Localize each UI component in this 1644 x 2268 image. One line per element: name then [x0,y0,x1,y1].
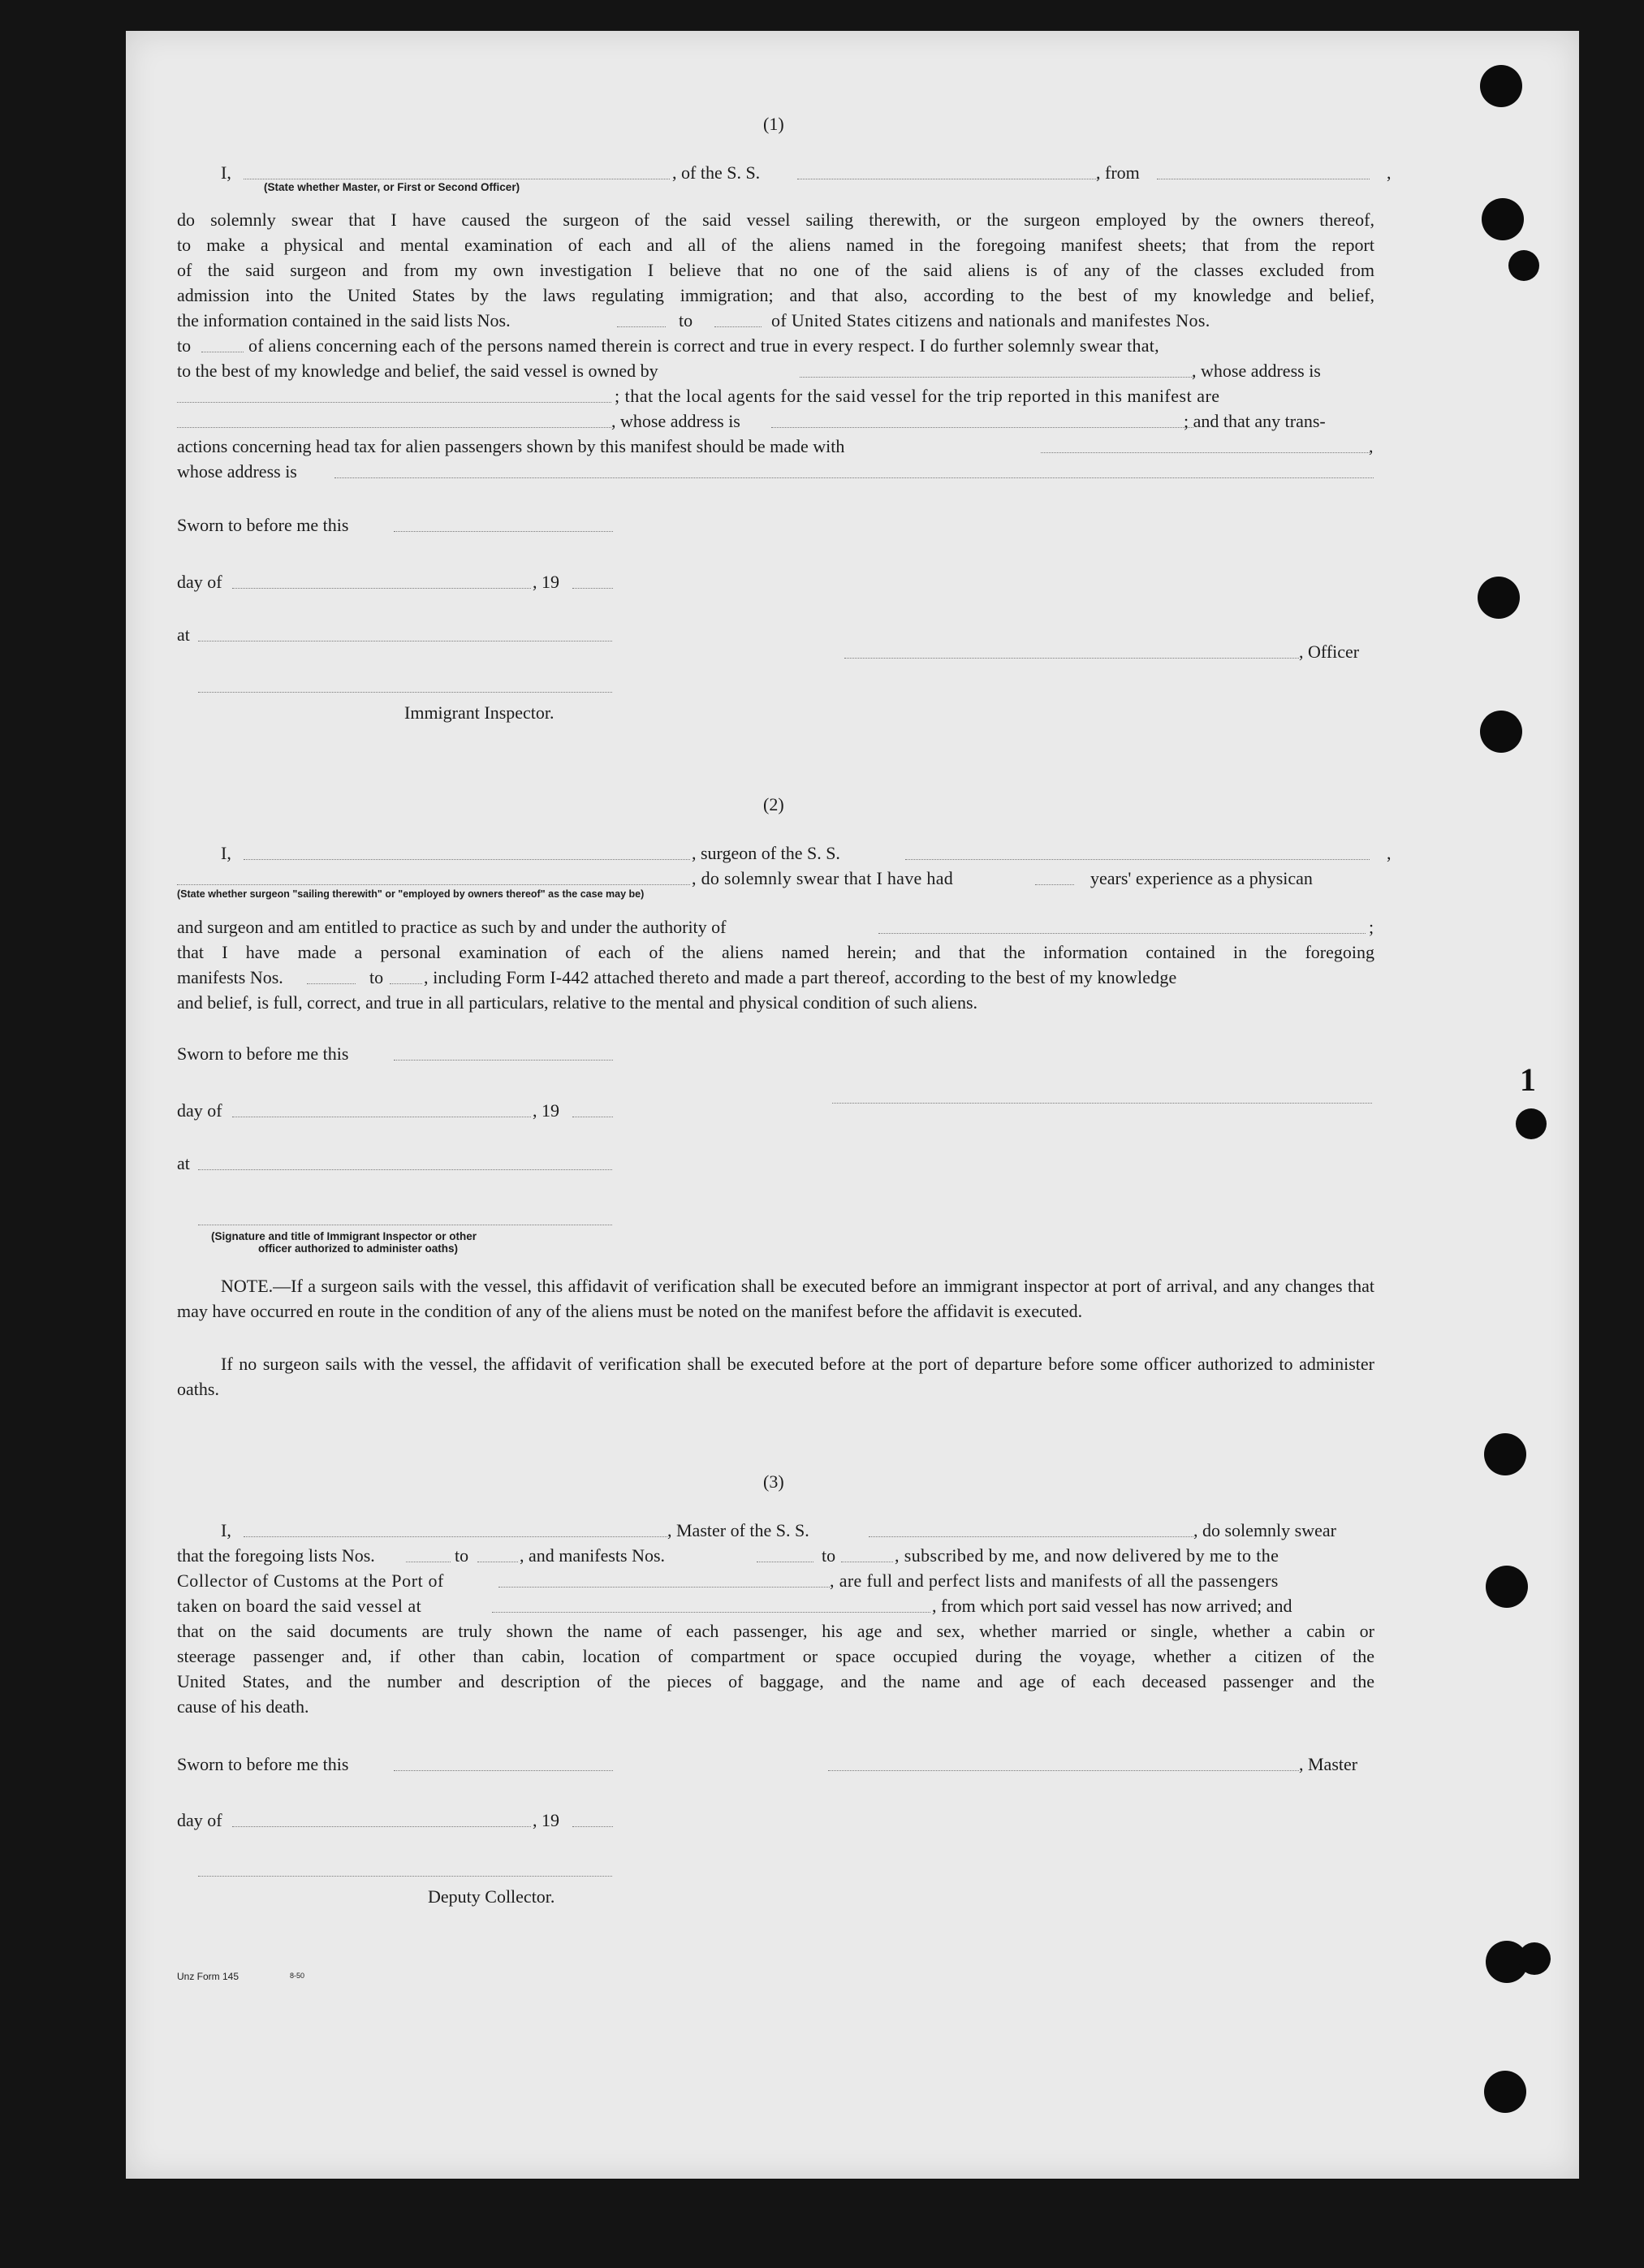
s3-deputy-sign-field[interactable] [198,1876,612,1877]
s2-note-2: If no surgeon sails with the vessel, the affidavit of verification shall be executed before at the port of departure before some officer authorized to administer oaths. [177,1354,1374,1399]
s1-agents-text: ; that the local agents for the said vessel for the trip reported in this manifest are [615,386,1220,406]
s1-day-field[interactable] [232,588,531,589]
s1-lists-label: the information contained in the said lists Nos. [177,310,511,330]
s3-lists-perfect: , are full and perfect lists and manifests of all the passengers [830,1570,1279,1591]
s1-year: , 19 [533,572,559,592]
s1-whose-address: whose address is [177,461,297,482]
s2-surgeon-name-field[interactable] [244,859,690,860]
s1-owner-field[interactable] [800,377,1193,378]
section-3-number: (3) [763,1471,784,1492]
s1-at-field[interactable] [198,641,612,642]
s2-at: at [177,1153,190,1173]
punch-hole [1486,1566,1528,1608]
s1-paragraph-line: to make a physical and mental examination of each and all of the aliens named in the foregoing manifest sheets; that from the report [177,235,1374,255]
s3-taken-field[interactable] [492,1612,930,1613]
s1-paragraph-line: of the said surgeon and from my own investigation I believe that no one of the said aliens is of any of the classes excluded from [177,260,1374,280]
s3-lists-to: to [455,1545,469,1566]
s2-surgeon-type-field[interactable] [177,884,690,885]
s2-years-experience: years' experience as a physican [1090,868,1313,888]
s1-inspector-sign-field[interactable] [198,692,612,693]
s2-surgeon-of: , surgeon of the S. S. [692,843,840,863]
s1-paragraph-line: admission into the United States by the laws regulating immigration; and that also, according to the best of my knowledge and belief, [177,285,1374,305]
s2-paragraph-last: and belief, is full, correct, and true in all particulars, relative to the mental and physical condition of such aliens. [177,992,978,1013]
punch-hole [1480,711,1522,753]
s1-inspector: Immigrant Inspector. [404,702,554,723]
s3-day-field[interactable] [232,1826,531,1827]
semicolon: ; [1369,917,1374,937]
s3-manifests-label: , and manifests Nos. [520,1545,666,1566]
s1-officer-note: (State whether Master, or First or Second Officer) [264,181,520,193]
s1-day-of: day of [177,572,222,592]
s2-sig-note-1: (Signature and title of Immigrant Inspector or other [211,1230,477,1242]
s3-arrived: , from which port said vessel has now arrived; and [932,1596,1292,1616]
s3-year: , 19 [533,1810,559,1830]
s1-lists-to-field[interactable] [714,326,762,327]
s2-authority: and surgeon and am entitled to practice as such by and under the authority of [177,917,727,937]
s2-sworn-field[interactable] [394,1060,613,1061]
s1-owner-address: , whose address is [1192,361,1321,381]
s3-paragraph-line: United States, and the number and description of the pieces of baggage, and the name and age of each deceased passenger and the [177,1671,1374,1691]
s2-surgeon-note: (State whether surgeon "sailing therewith" or "employed by owners thereof" as the case may be) [177,888,645,900]
s2-vessel-field[interactable] [905,859,1370,860]
s1-agents-field[interactable] [177,427,611,428]
punch-hole [1478,577,1520,619]
s2-year: , 19 [533,1100,559,1121]
s1-head-tax-address-field[interactable] [334,477,1374,478]
s3-year-field[interactable] [572,1826,613,1827]
s2-manifests-label: manifests Nos. [177,967,283,987]
punch-hole [1508,250,1539,281]
s1-officer-sign-field[interactable] [844,658,1299,659]
s3-master: , Master [1299,1754,1358,1774]
s3-paragraph-last: cause of his death. [177,1696,309,1717]
s2-day-of: day of [177,1100,222,1121]
s1-owned-by: to the best of my knowledge and belief, the said vessel is owned by [177,361,658,381]
s3-taken-label: taken on board the said vessel at [177,1596,422,1616]
s3-day-of: day of [177,1810,222,1830]
punch-hole [1516,1108,1547,1139]
s3-swear: , do solemnly swear [1193,1520,1336,1540]
s2-swear: , do solemnly swear that I have had [692,868,954,888]
s1-sworn: Sworn to before me this [177,515,349,535]
s1-owner-address-field[interactable] [177,402,611,403]
s3-deputy: Deputy Collector. [428,1886,555,1907]
form-number: Unz Form 145 [177,1971,239,1982]
s2-line-i: I, [221,843,231,863]
s3-master-of: , Master of the S. S. [667,1520,809,1540]
s2-note-1: NOTE.—If a surgeon sails with the vessel, this affidavit of verification shall be executed before an immigrant inspector at port of arrival, and any changes that may have occurred en route in the condition of any of the aliens must be noted on the manifest before the affidavit is executed. [177,1276,1374,1321]
s1-officer: , Officer [1299,642,1360,662]
s1-lists-to: to [679,310,693,330]
s1-from: , from [1096,162,1140,183]
section-1-number: (1) [763,114,784,134]
s1-head-tax: actions concerning head tax for alien passengers shown by this manifest should be made with [177,436,845,456]
s1-line-i: I, [221,162,231,183]
comma: , [1387,162,1392,183]
s3-lists-label: that the foregoing lists Nos. [177,1545,375,1566]
s2-paragraph-line: that I have made a personal examination of each of the aliens named herein; and that the information contained in the foregoing [177,942,1374,962]
s2-sig-note-2: officer authorized to administer oaths) [258,1242,459,1255]
s2-sworn: Sworn to before me this [177,1043,349,1064]
side-mark: 1 [1520,1061,1536,1098]
s2-form-text: , including Form I-442 attached thereto and made a part thereof, according to the best of my knowledge [424,967,1177,987]
s3-subscribed: , subscribed by me, and now delivered by me to the [895,1545,1279,1566]
punch-hole [1518,1942,1551,1975]
s1-aliens-text: of aliens concerning each of the persons named therein is correct and true in every respect. I do further solemnly swear that, [248,335,1159,356]
s3-master-sign-field[interactable] [828,1770,1299,1771]
punch-hole [1480,65,1522,107]
punch-hole [1482,198,1524,240]
s2-years-field[interactable] [1035,884,1074,885]
s2-authority-field[interactable] [878,933,1366,934]
s1-agents-address: , whose address is [611,411,740,431]
s2-manifests-from-field[interactable] [307,983,356,984]
comma: , [1369,436,1374,456]
s3-paragraph-line: that on the said documents are truly shown the name of each passenger, his age and sex, whether married or single, whether a cabin or [177,1621,1374,1641]
section-2-number: (2) [763,794,784,814]
s1-head-tax-field[interactable] [1041,452,1370,453]
s1-at: at [177,624,190,645]
s3-manifests-to: to [822,1545,836,1566]
punch-hole [1484,1433,1526,1475]
s2-surgeon-sign-field[interactable] [832,1103,1372,1104]
s3-line-i: I, [221,1520,231,1540]
s3-sworn: Sworn to before me this [177,1754,349,1774]
s1-agents-address-field[interactable] [771,427,1193,428]
s3-sworn-field[interactable] [394,1770,613,1771]
comma: , [1387,843,1392,863]
s3-master-name-field[interactable] [244,1536,667,1537]
s1-paragraph-line: do solemnly swear that I have caused the surgeon of the said vessel sailing therewith, or the surgeon employed by the owners thereof, [177,210,1374,230]
s3-vessel-field[interactable] [869,1536,1193,1537]
s3-paragraph-line: steerage passenger and, if other than cabin, location of compartment or space occupied during the voyage, whether a citizen of the [177,1646,1374,1666]
s3-port-label: Collector of Customs at the Port of [177,1570,444,1591]
s1-transactions: ; and that any trans- [1184,411,1326,431]
s1-citizens-text: of United States citizens and nationals and manifestes Nos. [771,310,1210,330]
s2-manifests-to-field[interactable] [390,983,422,984]
s1-sworn-field[interactable] [394,531,613,532]
s1-year-field[interactable] [572,588,613,589]
s3-port-field[interactable] [498,1587,830,1588]
s2-at-field[interactable] [198,1169,612,1170]
s1-of-ss: , of the S. S. [672,162,761,183]
punch-hole [1484,2071,1526,2113]
s2-manifests-to: to [369,967,384,987]
s1-manifests-to: to [177,335,192,356]
form-code: 8-50 [290,1972,305,1980]
s1-lists-from-field[interactable] [617,326,666,327]
